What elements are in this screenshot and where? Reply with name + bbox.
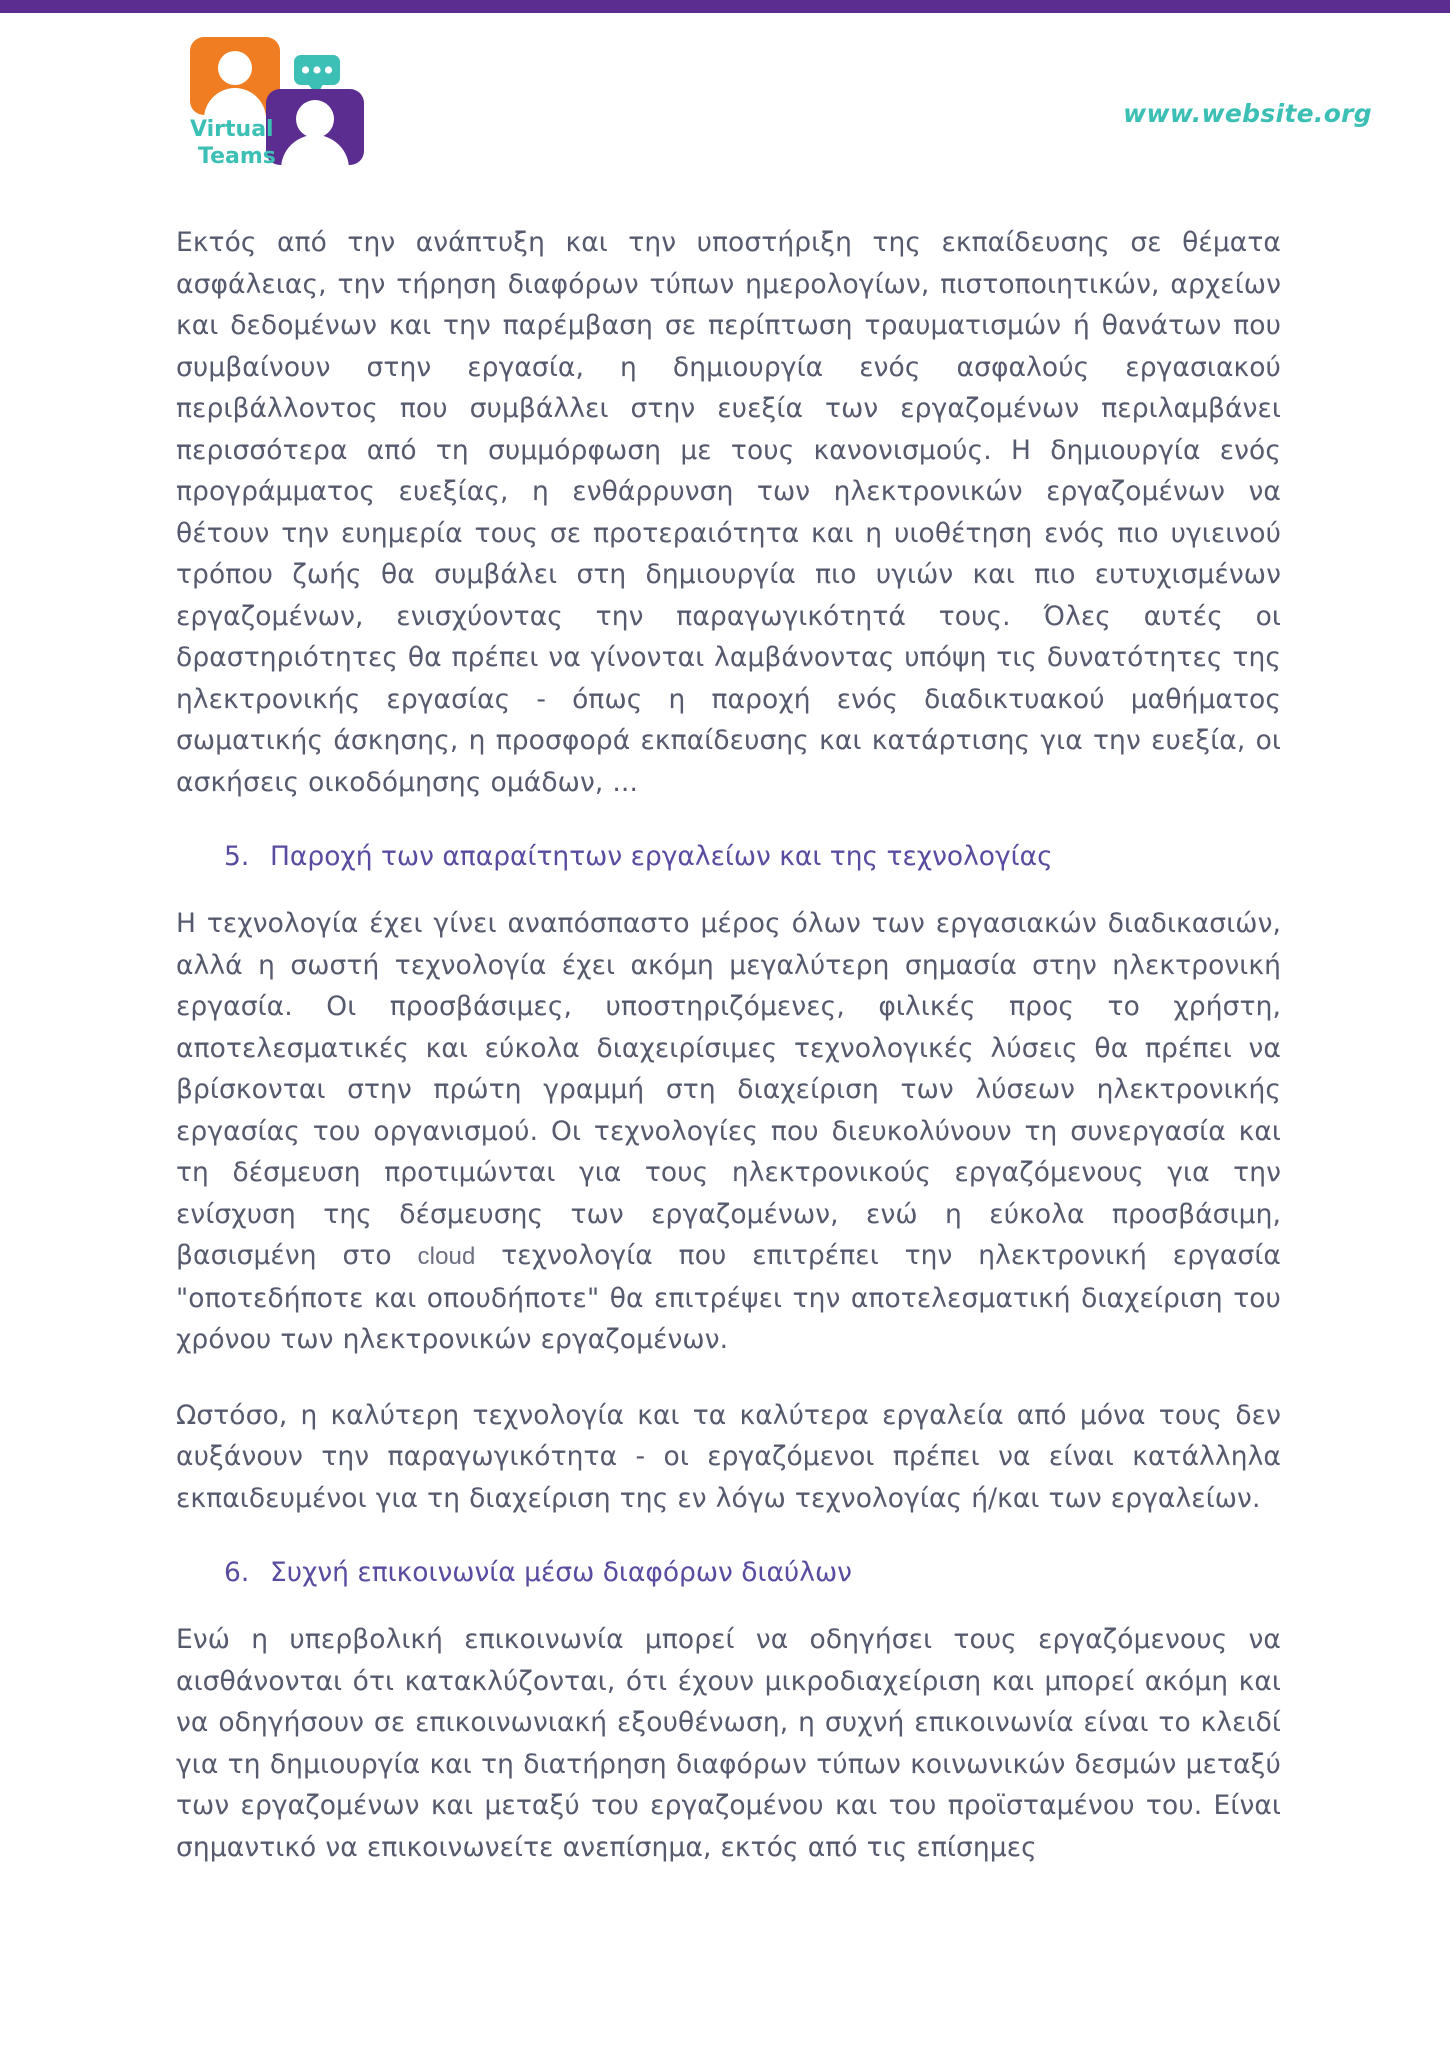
chat-dot-3 (325, 66, 332, 73)
paragraph-3: Ωστόσο, η καλύτερη τεχνολογία και τα καλύτερα εργαλεία από μόνα τους δεν αυξάνουν την παραγωγικότητα - οι εργαζόμενοι πρέπει να είναι κατάλληλα εκπαιδευμένοι για τη διαχείριση της εν λόγω τεχνολογίας ή/και των εργαλείων. (176, 1399, 1281, 1514)
chat-dot-1 (302, 66, 309, 73)
logo-svg (176, 29, 386, 169)
document-body (176, 222, 1281, 1902)
list-heading-6 (176, 1553, 1281, 1593)
list-heading-6-number: 6. (224, 1557, 250, 1588)
logo-wordmark-line1: Virtual (190, 117, 274, 142)
paragraph-1: Εκτός από την ανάπτυξη και την υποστήριξη της εκπαίδευσης σε θέματα ασφάλειας, την τήρηση διαφόρων τύπων ημερολογίων, πιστοποιητικών, αρχείων και δεδομένων και την παρέμβαση σε περίπτωση τραυματισμών ή θανάτων που συμβαίνουν στην εργασία, η δημιουργία ενός ασφαλούς εργασιακού περιβάλλοντος που συμβάλλει στην ευεξία των εργαζομένων περιλαμβάνει περισσότερα από τη συμμόρφωση με τους κανονισμούς. Η δημιουργία ενός προγράμματος ευεξίας, η ενθάρρυνση των ηλεκτρονικών εργαζομένων να θέτουν την ευημερία τους σε προτεραιότητα και η υιοθέτηση ενός πιο υγιεινού τρόπου ζωής θα συμβάλει στη δημιουργία πιο υγιών και πιο ευτυχισμένων εργαζομένων, ενισχύοντας την παραγωγικότητά τους. Όλες αυτές οι δραστηριότητες θα πρέπει να γίνονται λαμβάνοντας υπόψη τις δυνατότητες της ηλεκτρονικής εργασίας - όπως η παροχή ενός διαδικτυακού μαθήματος σωματικής άσκησης, η προσφορά εκπαίδευσης και κατάρτισης για την ευεξία, οι ασκήσεις οικοδόμησης ομάδων, ... (176, 227, 1281, 798)
top-accent-bar (0, 0, 1450, 13)
paragraph-2-part2: τεχνολογία που επιτρέπει την ηλεκτρονική εργασία "οποτεδήποτε και οπουδήποτε" θα επιτρέψει την αποτελεσματική διαχείριση του χρόνου των ηλεκτρονικών εργαζομένων. (176, 1240, 1281, 1355)
paragraph-2-latin-term: cloud (417, 1243, 476, 1270)
list-heading-5 (176, 837, 1281, 877)
paragraph-4: Ενώ η υπερβολική επικοινωνία μπορεί να οδηγήσει τους εργαζόμενους να αισθάνονται ότι κατακλύζονται, ότι έχουν μικροδιαχείριση και μπορεί ακόμη και να οδηγήσουν σε επικοινωνιακή εξουθένωση, η συχνή επικοινωνία είναι το κλειδί για τη δημιουργία και τη διατήρηση διαφόρων τύπων κοινωνικών δεσμών μεταξύ των εργαζομένων και μεταξύ του εργαζομένου και του προϊσταμένου του. Είναι σημαντικό να επικοινωνείτε ανεπίσημα, εκτός από τις επίσημες (176, 1624, 1281, 1863)
paragraph-2-part1: Η τεχνολογία έχει γίνει αναπόσπαστο μέρος όλων των εργασιακών διαδικασιών, αλλά η σωστή τεχνολογία έχει ακόμη μεγαλύτερη σημασία στην ηλεκτρονική εργασία. Οι προσβάσιμες, υποστηριζόμενες, φιλικές προς το χρήστη, αποτελεσματικές και εύκολα διαχειρίσιμες τεχνολογικές λύσεις θα πρέπει να βρίσκονται στην πρώτη γραμμή στη διαχείριση των λύσεων ηλεκτρονικής εργασίας του οργανισμού. Οι τεχνολογίες που διευκολύνουν τη συνεργασία και τη δέσμευση προτιμώνται για τους ηλεκτρονικούς εργαζόμενους για την ενίσχυση της δέσμευσης των εργαζομένων, ενώ η εύκολα προσβάσιμη, βασισμένη στο (176, 908, 1281, 1271)
list-heading-5-text: Παροχή των απαραίτητων εργαλείων και της τεχνολογίας (270, 841, 1053, 872)
list-heading-5-number: 5. (224, 841, 250, 872)
logo-wordmark-line2: Teams (198, 144, 276, 169)
paragraph-2 (176, 903, 1281, 1361)
website-url[interactable]: www.website.org (1123, 99, 1372, 128)
logo-person-head-orange (218, 51, 252, 85)
list-heading-6-text: Συχνή επικοινωνία μέσω διαφόρων διαύλων (270, 1557, 852, 1588)
chat-dot-2 (313, 66, 320, 73)
virtual-teams-logo (176, 29, 386, 169)
page-header (0, 13, 1450, 198)
logo-person-head-purple (296, 100, 334, 138)
